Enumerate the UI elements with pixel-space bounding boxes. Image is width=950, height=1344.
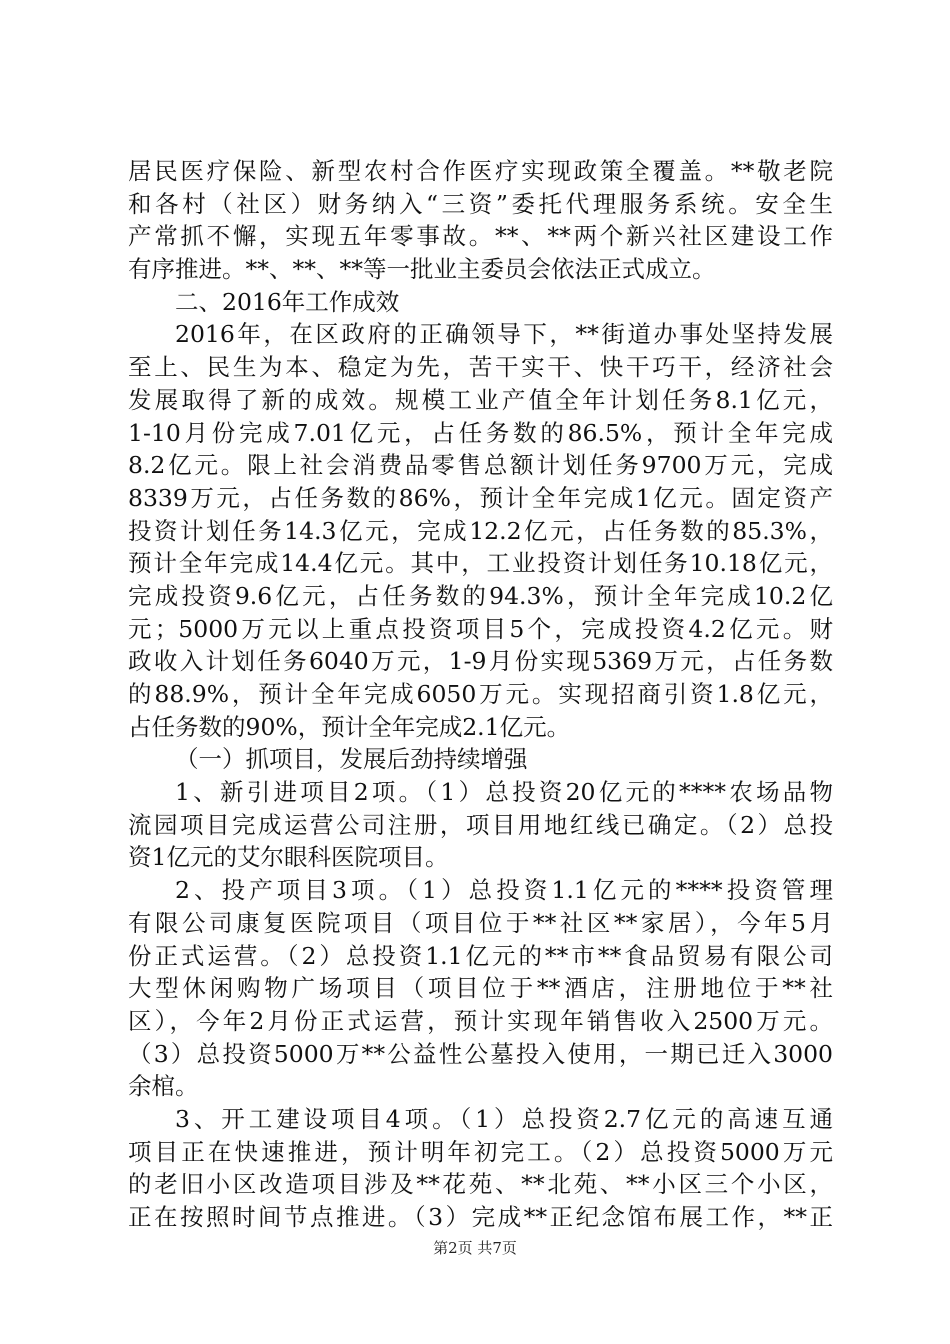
text-line: 居民医疗保险、新型农村合作医疗实现政策全覆盖。**敬老院 <box>128 157 833 185</box>
text-line: 8.2亿元。限上社会消费品零售总额计划任务9700万元，完成 <box>128 451 833 480</box>
text-line: 资1亿元的艾尔眼科医院项目。 <box>128 843 449 872</box>
page-footer: 第2页 共7页 <box>433 1239 517 1257</box>
text-line: 大型休闲购物广场项目（项目位于**酒店，注册地位于**社 <box>128 974 833 1003</box>
text-line: 有限公司康复医院项目（项目位于**社区**家居），今年5月 <box>128 908 833 937</box>
text-line: 项目正在快速推进，预计明年初完工。（2）总投资5000万元 <box>128 1137 833 1166</box>
text-line: （一）抓项目，发展后劲持续增强 <box>175 745 528 774</box>
text-line: 发展取得了新的成效。规模工业产值全年计划任务8.1亿元， <box>128 385 833 414</box>
text-line: 和各村（社区）财务纳入“三资”委托代理服务系统。安全生 <box>128 189 833 218</box>
text-line: （3）总投资5000万**公益性公墓投入使用，一期已迁入3000 <box>128 1039 833 1068</box>
text-line: 政收入计划任务6040万元，1-9月份实现5369万元，占任务数 <box>128 647 833 676</box>
text-line: 至上、民生为本、稳定为先，苦干实干、快干巧干，经济社会 <box>128 353 833 382</box>
text-line: 1、新引进项目2项。（1）总投资20亿元的****农场品物 <box>175 778 833 807</box>
text-line: 有序推进。**、**、**等一批业主委员会依法正式成立。 <box>128 255 716 284</box>
text-line: 流园项目完成运营公司注册，项目用地红线已确定。（2）总投 <box>128 810 833 839</box>
text-line: 2016年，在区政府的正确领导下，**街道办事处坚持发展 <box>175 320 833 349</box>
text-line: 正在按照时间节点推进。（3）完成**正纪念馆布展工作，**正 <box>128 1203 833 1231</box>
text-line: 产常抓不懈，实现五年零事故。**、**两个新兴社区建设工作 <box>128 222 833 251</box>
text-line: 元；5000万元以上重点投资项目5个，完成投资4.2亿元。财 <box>128 614 833 643</box>
text-line: 投资计划任务14.3亿元，完成12.2亿元，占任务数的85.3%， <box>128 516 833 545</box>
text-line: 的88.9%，预计全年完成6050万元。实现招商引资1.8亿元， <box>128 680 833 708</box>
text-line: 8339万元，占任务数的86%，预计全年完成1亿元。固定资产 <box>128 483 833 512</box>
text-line: 余棺。 <box>128 1072 199 1101</box>
text-line: 占任务数的90%，预计全年完成2.1亿元。 <box>128 712 571 741</box>
text-line: 二、2016年工作成效 <box>175 287 400 316</box>
text-line: 的老旧小区改造项目涉及**花苑、**北苑、**小区三个小区， <box>128 1170 833 1199</box>
text-line: 完成投资9.6亿元，占任务数的94.3%，预计全年完成10.2亿 <box>128 581 833 610</box>
text-line: 2、投产项目3项。（1）总投资1.1亿元的****投资管理 <box>175 876 833 905</box>
text-line: 3、开工建设项目4项。（1）总投资2.7亿元的高速互通 <box>175 1104 833 1133</box>
text-line: 1-10月份完成7.01亿元，占任务数的86.5%，预计全年完成 <box>128 418 833 447</box>
text-line: 份正式运营。（2）总投资1.1亿元的**市**食品贸易有限公司 <box>128 941 833 970</box>
text-line: 预计全年完成14.4亿元。其中，工业投资计划任务10.18亿元， <box>128 549 833 578</box>
document-body <box>128 155 833 1234</box>
text-line: 区），今年2月份正式运营，预计实现年销售收入2500万元。 <box>128 1006 833 1035</box>
